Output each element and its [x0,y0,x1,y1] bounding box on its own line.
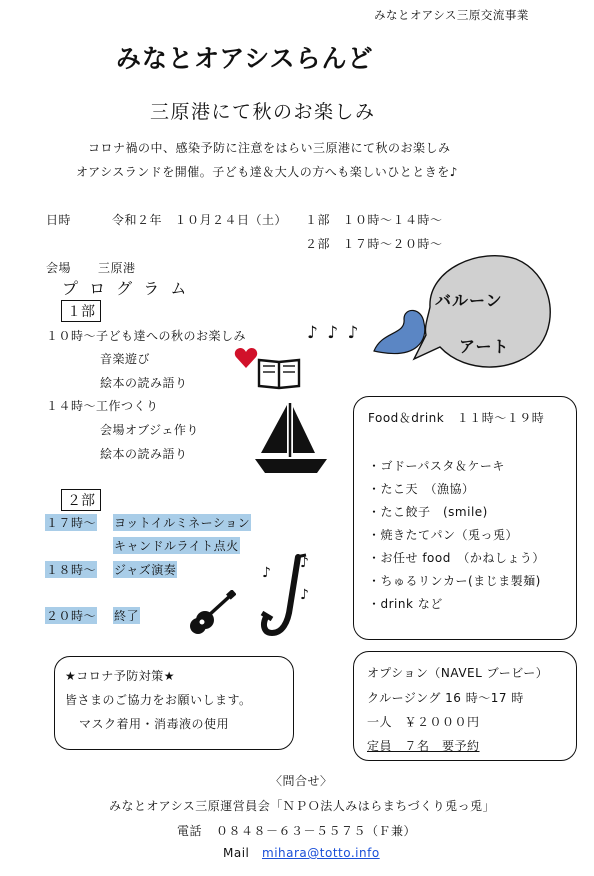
heart-icon [234,347,258,369]
contact-mail-label: Mail [223,846,250,860]
covid-line: マスク着用・消毒液の使用 [79,717,230,731]
program-heading: プ ロ グ ラ ム [62,279,190,298]
option-line: 一人 ￥２０００円 [367,715,480,729]
part1-line: 絵本の読み語り [100,447,188,461]
page-subtitle: 三原港にて秋のお楽しみ [150,101,376,123]
part1-line: 音楽遊び [100,352,151,366]
balloon-line1: バルーン [435,291,503,310]
intro-line-2: オアシスランドを開催。子ども達＆大人の方へも楽しいひとときを♪ [76,165,458,179]
contact-mail-link[interactable]: mihara@totto.info [262,846,380,860]
contact-phone-label: 電話 [177,824,203,838]
food-title: Food＆drink １１時～１９時 [368,411,545,425]
book-icon [257,356,301,390]
part2-event: ジャズ演奏 [114,563,177,577]
food-item: ・ゴドーパスタ＆ケーキ [368,459,505,473]
saxophone-icon [260,553,320,639]
part1-line: 会場オブジェ作り [100,423,199,437]
contact-label: 〈問合せ〉 [270,774,333,788]
balloon-heart-icon [374,310,425,353]
food-item: ・焼きたてパン（兎っ兎） [368,528,519,542]
part2-label: ２部 [61,489,101,511]
part2-event: ヨットイルミネーション [114,516,251,530]
food-drink-box [353,396,577,640]
music-notes-icon: ♪ ♪ ♪ [307,323,361,343]
venue-label: 会場 [46,261,72,275]
organizer-top: みなとオアシス三原交流事業 [374,8,529,22]
part2-time: ２部 １７時～２０時～ [305,237,443,251]
balloon-line2: アート [459,337,510,356]
date-value: 令和２年 １０月２４日（土） [112,213,288,227]
intro-line-1: コロナ禍の中、感染予防に注意をはらい三原港にて秋のお楽しみ [88,141,451,155]
option-title: オプション（NAVEL ブービー） [367,666,549,680]
part2-event: 終了 [114,609,140,623]
sailboat-icon [253,401,329,475]
venue-value: 三原港 [98,261,136,275]
part2-event: キャンドルライト点火 [114,539,239,553]
food-item: ・たこ天 （漁協） [368,482,475,496]
part2-time: １８時～ [46,563,97,577]
svg-text:♪: ♪ [300,555,309,571]
option-line: クルージング 16 時～17 時 [367,691,524,705]
part1-line: 絵本の読み語り [100,376,188,390]
option-box [353,651,577,761]
part1-line: １４時～工作つくり [46,399,159,413]
balloon-bubble [370,247,558,377]
page-title: みなとオアシスらんど [116,44,374,73]
contact-org: みなとオアシス三原運営員会「ＮＰＯ法人みはらまちづくり兎っ兎」 [109,799,496,813]
option-line: 定員 ７名 要予約 [367,739,480,753]
contact-phone: ０８４８－６３－５５７５（Ｆ兼） [216,824,417,838]
food-item: ・ちゅるリンカー(まじま製麺) [368,574,541,588]
covid-title: ★コロナ予防対策★ [65,669,176,683]
food-item: ・drink など [368,597,443,611]
svg-text:♪: ♪ [262,565,271,581]
food-item: ・たこ餃子 (smile) [368,505,488,519]
part2-time: ２０時～ [46,609,97,623]
svg-text:♪: ♪ [300,587,309,603]
part1-label: １部 [61,300,101,322]
part1-time: １部 １０時～１４時～ [305,213,443,227]
covid-line: 皆さまのご協力をお願いします。 [65,693,252,707]
part2-time: １７時～ [46,516,97,530]
part1-line: １０時～子ども達への秋のお楽しみ [46,329,247,343]
covid-box [54,656,294,750]
date-label: 日時 [46,213,72,227]
guitar-icon [188,590,236,634]
food-item: ・お任せ food （かねしょう） [368,551,545,565]
